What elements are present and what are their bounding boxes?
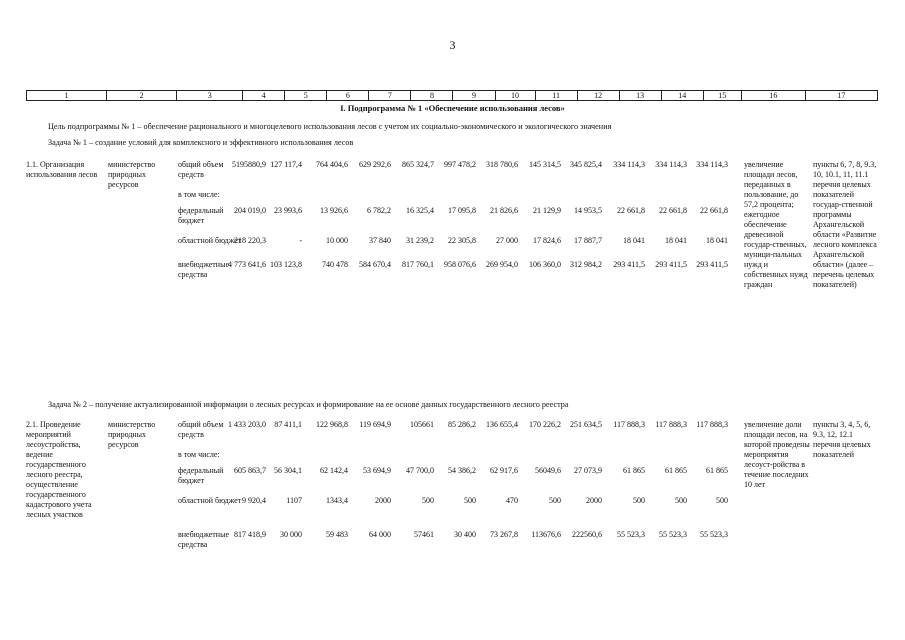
funding-value: 136 655,4 — [486, 420, 518, 429]
subprogram-goal: Цель подпрограммы № 1 – обеспечение рационального и многоцелевого использования лесов с учетом их социально-экономического и экологического значения — [48, 122, 612, 131]
funding-value: 57461 — [414, 530, 434, 539]
funding-value: 500 — [422, 496, 434, 505]
funding-value: 17 824,6 — [533, 236, 561, 245]
funding-value: 62 142,4 — [320, 466, 348, 475]
funding-value: 113676,6 — [531, 530, 561, 539]
expected-result: увеличение площади лесов, переданных в пользование, до 57,2 процента; ежегодное обеспечение древесиной государ-ственных, муници-пальных нужд и собственных нужд граждан — [744, 160, 808, 289]
funding-value: 958 076,6 — [444, 260, 476, 269]
funding-value: 500 — [549, 496, 561, 505]
funding-value: 22 661,8 — [659, 206, 687, 215]
funding-value: 56049,6 — [535, 466, 561, 475]
funding-value: 64 000 — [369, 530, 391, 539]
column-number-6: 6 — [327, 91, 369, 101]
column-number-7: 7 — [369, 91, 411, 101]
funding-value: - — [299, 236, 302, 245]
target-indicators: пункты 6, 7, 8, 9.3, 10, 10.1, 11, 11.1 перечня целевых показателей государ-ственной программы Архангельской области «Развитие лесного комплекса Архангельской области» (далее – перечень целевых показателей) — [813, 160, 877, 289]
executor: министерство природных ресурсов — [108, 420, 156, 449]
funding-source-label: внебюджетные средства — [178, 260, 229, 279]
funding-value: 222560,6 — [572, 530, 602, 539]
column-number-3: 3 — [177, 91, 243, 101]
column-number-13: 13 — [619, 91, 661, 101]
funding-value: 22 305,8 — [448, 236, 476, 245]
funding-value: 106 360,0 — [529, 260, 561, 269]
funding-value: 73 267,8 — [490, 530, 518, 539]
target-indicators: пункты 3, 4, 5, 6, 9.3, 12, 12.1 перечня целевых показателей — [813, 420, 871, 459]
funding-value: 865 324,7 — [402, 160, 434, 169]
funding-value: 27 000 — [496, 236, 518, 245]
funding-value: 318 780,6 — [486, 160, 518, 169]
funding-value: 117 888,3 — [613, 420, 645, 429]
measure-block-2 — [26, 420, 878, 560]
funding-value: 251 634,5 — [570, 420, 602, 429]
funding-value: 334 114,3 — [696, 160, 728, 169]
funding-value: 145 314,5 — [529, 160, 561, 169]
funding-value: 103 123,8 — [270, 260, 302, 269]
funding-value: 17 887,7 — [574, 236, 602, 245]
funding-source-label: федеральный бюджет — [178, 466, 224, 485]
funding-value: 9 920,4 — [242, 496, 266, 505]
funding-value: 30 000 — [280, 530, 302, 539]
measure-block-1 — [26, 160, 878, 395]
funding-source-label: внебюджетные средства — [178, 530, 229, 549]
funding-value: 334 114,3 — [613, 160, 645, 169]
funding-value: 21 826,6 — [490, 206, 518, 215]
funding-value: 584 670,4 — [359, 260, 391, 269]
funding-value: 500 — [675, 496, 687, 505]
column-number-2: 2 — [107, 91, 177, 101]
column-number-1: 1 — [27, 91, 107, 101]
funding-value: 997 478,2 — [444, 160, 476, 169]
funding-value: 2000 — [375, 496, 391, 505]
funding-value: 293 411,5 — [613, 260, 645, 269]
funding-value: 56 304,1 — [274, 466, 302, 475]
funding-value: 55 523,3 — [659, 530, 687, 539]
funding-value: 31 239,2 — [406, 236, 434, 245]
column-number-14: 14 — [661, 91, 703, 101]
column-number-17: 17 — [805, 91, 877, 101]
funding-value: 293 411,5 — [696, 260, 728, 269]
executor: министерство природных ресурсов — [108, 160, 156, 189]
funding-value: 53 694,9 — [363, 466, 391, 475]
funding-value: 23 993,6 — [274, 206, 302, 215]
section-title: I. Подпрограмма № 1 «Обеспечение использования лесов» — [340, 103, 565, 113]
funding-value: 10 000 — [326, 236, 348, 245]
column-number-11: 11 — [535, 91, 577, 101]
funding-value: 170 226,2 — [529, 420, 561, 429]
funding-value: 740 478 — [322, 260, 348, 269]
funding-value: 500 — [716, 496, 728, 505]
funding-value: 37 840 — [369, 236, 391, 245]
funding-value: 122 968,8 — [316, 420, 348, 429]
column-number-header — [26, 90, 878, 101]
funding-value: 22 661,8 — [617, 206, 645, 215]
column-number-4: 4 — [243, 91, 285, 101]
funding-value: 334 114,3 — [655, 160, 687, 169]
funding-source-label: общий объем средств — [178, 160, 224, 179]
funding-value: 61 865 — [623, 466, 645, 475]
task-2-title: Задача № 2 – получение актуализированной информации о лесных ресурсах и формирование на ее основе данных государственного лесного реестра — [48, 400, 569, 409]
funding-value: 62 917,6 — [490, 466, 518, 475]
funding-value: 1107 — [286, 496, 302, 505]
funding-value: 17 095,8 — [448, 206, 476, 215]
measure-name: 2.1. Проведение мероприятий лесоустройства, ведение государственного лесного реестра, осуществление государственного кадастрового учета лесных участков — [26, 420, 92, 519]
funding-value: 2000 — [586, 496, 602, 505]
funding-value: 21 129,9 — [533, 206, 561, 215]
task-1-title: Задача № 1 – создание условий для комплексного и эффективного использования лесов — [48, 138, 354, 147]
column-number-9: 9 — [453, 91, 495, 101]
funding-source-label: общий объем средств — [178, 420, 224, 439]
funding-value: 87 411,1 — [274, 420, 302, 429]
measure-name: 1.1. Организация использования лесов — [26, 160, 98, 179]
funding-value: 22 661,8 — [700, 206, 728, 215]
funding-source-label: в том числе: — [178, 450, 220, 459]
funding-value: 61 865 — [706, 466, 728, 475]
funding-value: 117 888,3 — [696, 420, 728, 429]
column-number-8: 8 — [411, 91, 453, 101]
funding-value: 55 523,3 — [617, 530, 645, 539]
funding-value: 764 404,6 — [316, 160, 348, 169]
funding-value: 5195880,9 — [232, 160, 266, 169]
page-number: 3 — [449, 38, 456, 52]
funding-value: 55 523,3 — [700, 530, 728, 539]
funding-value: 218 220,3 — [234, 236, 266, 245]
funding-value: 30 400 — [454, 530, 476, 539]
funding-value: 500 — [464, 496, 476, 505]
funding-value: 61 865 — [665, 466, 687, 475]
funding-source-label: областной бюджет — [178, 496, 242, 505]
funding-value: 345 825,4 — [570, 160, 602, 169]
funding-value: 817 418,9 — [234, 530, 266, 539]
funding-value: 817 760,1 — [402, 260, 434, 269]
funding-value: 119 694,9 — [359, 420, 391, 429]
funding-value: 18 041 — [623, 236, 645, 245]
funding-source-label: федеральный бюджет — [178, 206, 224, 225]
funding-value: 13 926,6 — [320, 206, 348, 215]
column-number-10: 10 — [495, 91, 535, 101]
funding-value: 85 286,2 — [448, 420, 476, 429]
funding-value: 312 984,2 — [570, 260, 602, 269]
funding-value: 500 — [633, 496, 645, 505]
funding-value: 293 411,5 — [655, 260, 687, 269]
funding-value: 127 117,4 — [270, 160, 302, 169]
expected-result: увеличение доли площади лесов, на которой проведены мероприятия лесоуст-ройства в течение последних 10 лет — [744, 420, 810, 489]
column-number-5: 5 — [285, 91, 327, 101]
funding-value: 269 954,0 — [486, 260, 518, 269]
funding-value: 16 325,4 — [406, 206, 434, 215]
funding-value: 18 041 — [665, 236, 687, 245]
column-number-12: 12 — [577, 91, 619, 101]
funding-value: 1 433 203,0 — [228, 420, 266, 429]
funding-value: 27 073,9 — [574, 466, 602, 475]
funding-value: 59 483 — [326, 530, 348, 539]
funding-source-label: областной бюджет — [178, 236, 242, 245]
funding-value: 6 782,2 — [367, 206, 391, 215]
funding-value: 470 — [506, 496, 518, 505]
funding-value: 14 953,5 — [574, 206, 602, 215]
funding-value: 18 041 — [706, 236, 728, 245]
funding-value: 117 888,3 — [655, 420, 687, 429]
funding-value: 605 863,7 — [234, 466, 266, 475]
funding-value: 54 386,2 — [448, 466, 476, 475]
funding-source-label: в том числе: — [178, 190, 220, 199]
funding-value: 1343,4 — [326, 496, 348, 505]
column-number-15: 15 — [703, 91, 741, 101]
funding-value: 105661 — [410, 420, 434, 429]
column-number-16: 16 — [741, 91, 805, 101]
funding-value: 4 773 641,6 — [228, 260, 266, 269]
funding-value: 47 700,0 — [406, 466, 434, 475]
funding-value: 629 292,6 — [359, 160, 391, 169]
funding-value: 204 019,0 — [234, 206, 266, 215]
